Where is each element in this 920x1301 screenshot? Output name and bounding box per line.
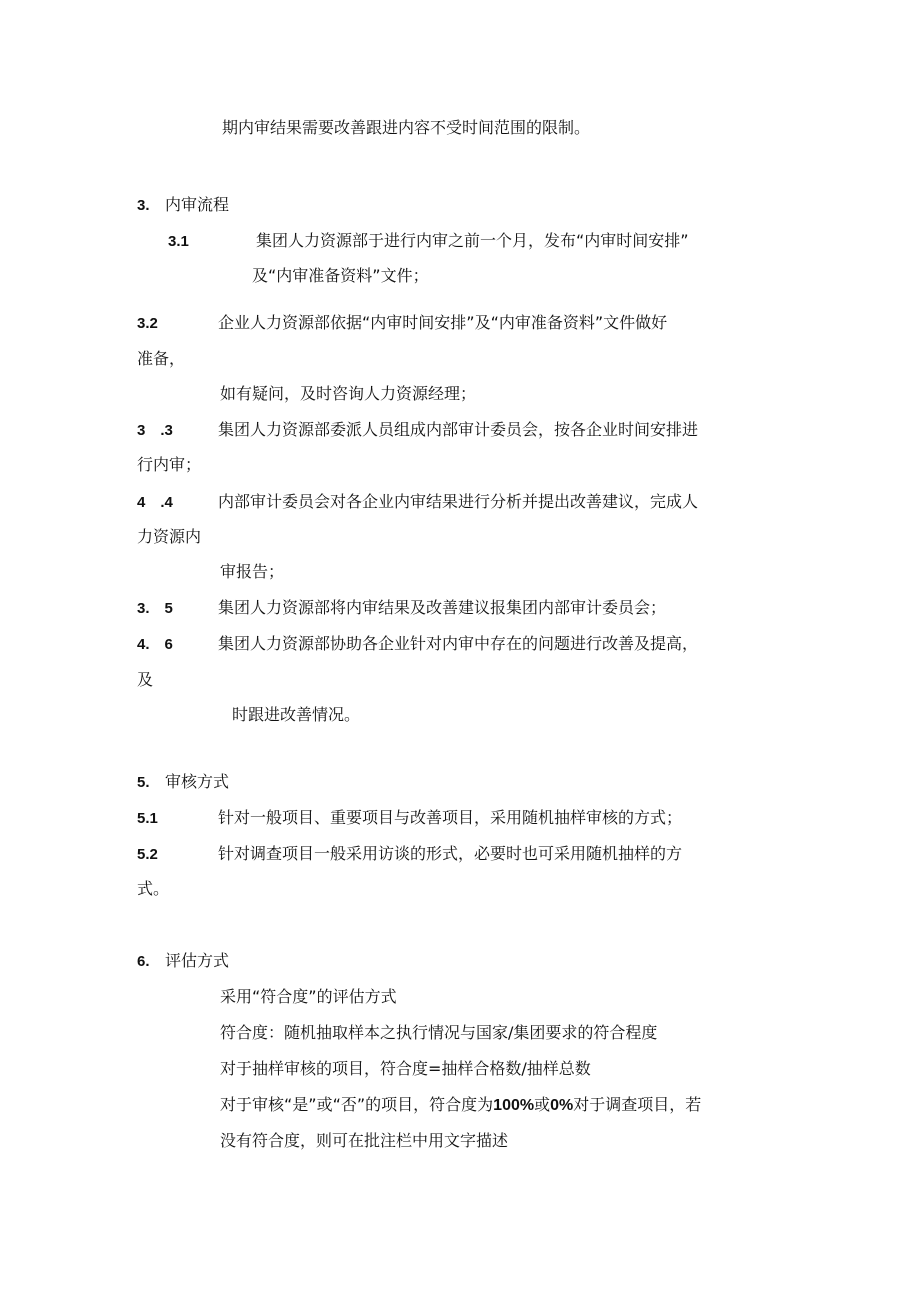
item-4-6-line-1: 集团人力资源部协助各企业针对内审中存在的问题进行改善及提高， bbox=[218, 634, 699, 653]
item-4-4-line-1: 内部审计委员会对各企业内审结果进行分析并提出改善建议，完成人 bbox=[218, 492, 699, 511]
item-3-1-line-1: 集团人力资源部于进行内审之前一个月，发布“内审时间安排” bbox=[256, 231, 689, 250]
item-5-1-line-1: 针对一般项目、重要项目与改善项目，采用随机抽样审核的方式； bbox=[218, 808, 683, 827]
section-3-title: 内审流程 bbox=[165, 195, 230, 214]
section-6-line-4 bbox=[220, 1095, 701, 1116]
item-3-2-line-3: 如有疑问，及时咨询人力资源经理； bbox=[220, 384, 477, 403]
section-5-title: 审核方式 bbox=[165, 772, 230, 791]
section-3-number: 3. bbox=[137, 197, 150, 214]
item-3-1-number: 3.1 bbox=[168, 233, 189, 250]
section-6-line-2: 符合度：随机抽取样本之执行情况与国家/集团要求的符合程度 bbox=[220, 1023, 658, 1042]
item-3-2-number: 3.2 bbox=[137, 315, 158, 332]
item-4-4-line-2: 力资源内 bbox=[137, 527, 202, 546]
item-4-4-line-3: 审报告； bbox=[220, 562, 285, 581]
item-5-2-line-1: 针对调查项目一般采用访谈的形式，必要时也可采用随机抽样的方 bbox=[218, 844, 683, 863]
item-5-2-line-2: 式。 bbox=[137, 879, 170, 898]
item-3-3-line-2: 行内审； bbox=[137, 455, 202, 474]
item-5-1-number: 5.1 bbox=[137, 810, 158, 827]
section-6-number: 6. bbox=[137, 953, 150, 970]
section-6-line-3: 对于抽样审核的项目，符合度=抽样合格数/抽样总数 bbox=[220, 1059, 591, 1078]
item-3-3-line-1: 集团人力资源部委派人员组成内部审计委员会，按各企业时间安排进 bbox=[218, 420, 699, 439]
section-6-line-1: 采用“符合度”的评估方式 bbox=[220, 987, 397, 1006]
line-4-text-e: 对于调查项目，若 bbox=[573, 1095, 702, 1114]
item-3-3-number: 3 .3 bbox=[137, 422, 173, 439]
line-4-text-a: 对于审核“是”或“否”的项目，符合度为 bbox=[220, 1095, 494, 1114]
item-3-2-line-2: 准备， bbox=[137, 349, 186, 368]
section-5-number: 5. bbox=[137, 774, 150, 791]
item-3-2-line-1: 企业人力资源部依据“内审时间安排”及“内审准备资料”文件做好 bbox=[218, 313, 668, 332]
section-6-title: 评估方式 bbox=[165, 951, 230, 970]
line-4-text-or: 或 bbox=[534, 1095, 551, 1114]
item-4-4-number: 4 .4 bbox=[137, 494, 173, 511]
item-3-1-line-2: 及“内审准备资料”文件； bbox=[252, 266, 429, 285]
line-4-percent-0: 0% bbox=[550, 1097, 574, 1114]
item-5-2-number: 5.2 bbox=[137, 846, 158, 863]
item-4-6-line-2: 及 bbox=[137, 670, 154, 689]
item-3-5-number: 3. 5 bbox=[137, 600, 173, 617]
item-4-6-line-3: 时跟进改善情况。 bbox=[232, 705, 361, 724]
item-3-5-line-1: 集团人力资源部将内审结果及改善建议报集团内部审计委员会； bbox=[218, 598, 667, 617]
line-4-percent-100: 100% bbox=[493, 1097, 535, 1114]
intro-line: 期内审结果需要改善跟进内容不受时间范围的限制。 bbox=[222, 118, 591, 137]
section-6-line-5: 没有符合度，则可在批注栏中用文字描述 bbox=[220, 1131, 509, 1150]
item-4-6-number: 4. 6 bbox=[137, 636, 173, 653]
